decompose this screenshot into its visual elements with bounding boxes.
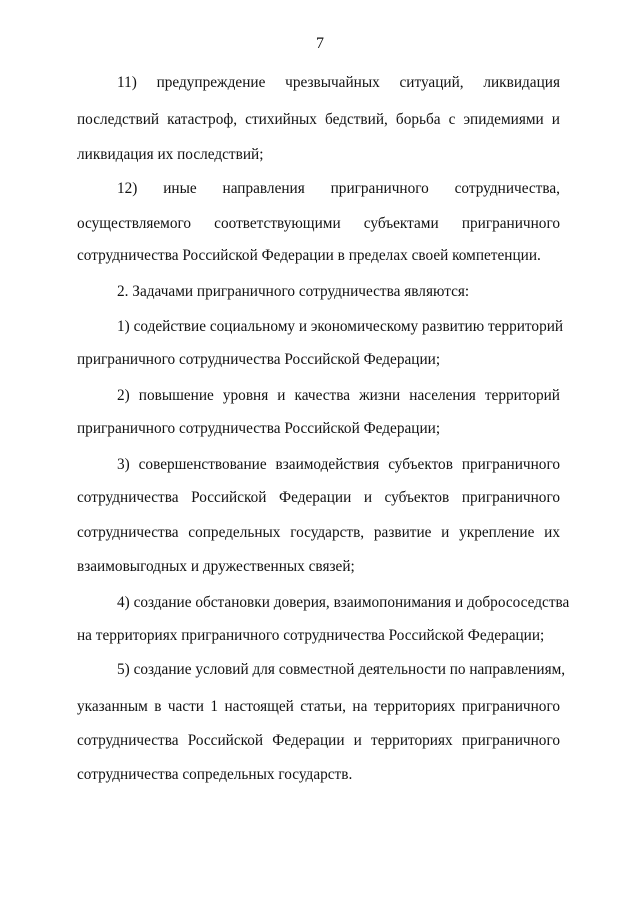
text-line: взаимовыгодных и дружественных связей; <box>77 558 355 575</box>
text-line: 1) содействие социальному и экономическому развитию территорий <box>117 318 564 335</box>
text-line: сотрудничества сопредельных государств. <box>77 766 353 783</box>
text-line: ликвидация их последствий; <box>77 146 264 163</box>
section-heading: 2. Задачами приграничного сотрудничества являются: <box>117 283 470 300</box>
text-line: на территориях приграничного сотрудничества Российской Федерации; <box>77 627 545 644</box>
text-line: сотрудничества Российской Федерации и субъектов приграничного <box>77 489 560 506</box>
text-line: осуществляемого соответствующими субъектами приграничного <box>77 215 560 232</box>
text-line: 12) иные направления приграничного сотрудничества, <box>117 180 560 197</box>
text-line: 2) повышение уровня и качества жизни населения территорий <box>117 387 560 404</box>
text-line: последствий катастроф, стихийных бедствий, борьба с эпидемиями и <box>77 111 560 128</box>
text-line: приграничного сотрудничества Российской Федерации; <box>77 351 441 368</box>
text-line: приграничного сотрудничества Российской Федерации; <box>77 420 441 437</box>
text-line: сотрудничества Российской Федерации в пределах своей компетенции. <box>77 247 541 264</box>
text-line: 4) создание обстановки доверия, взаимопонимания и добрососедства <box>117 594 570 611</box>
page-number: 7 <box>316 35 324 52</box>
text-line: 11) предупреждение чрезвычайных ситуаций, ликвидация <box>117 74 560 91</box>
text-line: указанным в части 1 настоящей статьи, на территориях приграничного <box>77 698 560 715</box>
text-line: сотрудничества Российской Федерации и территориях приграничного <box>77 732 560 749</box>
text-line: 3) совершенствование взаимодействия субъектов приграничного <box>117 456 560 473</box>
text-line: сотрудничества сопредельных государств, развитие и укрепление их <box>77 524 560 541</box>
text-line: 5) создание условий для совместной деятельности по направлениям, <box>117 661 566 678</box>
